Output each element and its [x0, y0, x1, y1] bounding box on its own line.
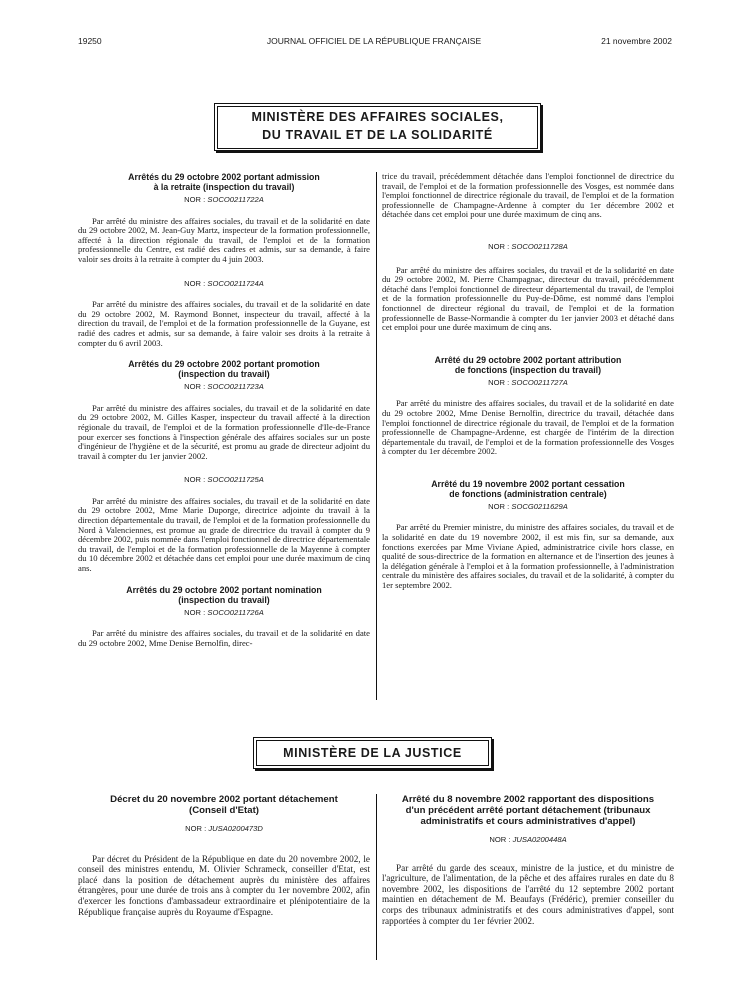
decree-paragraph: Par arrêté du ministre des affaires sociales, du travail et de la solidarité en date du 29 octobre 2002, Mme Denise Bernolfin, directrice du travail, détachée dans l'emploi fonctionnel de directrice régionale du travail, de l'emploi et de la formation professionnelle de Champagne-Ardenne, est chargée de l'intérim de la direction départementale du travail, de l'emploi et de la formation professionnelle des Vosges à compter du 1er décembre 2002.: [382, 398, 674, 457]
decree-paragraph: Par arrêté du Premier ministre, du ministre des affaires sociales, du travail et de la solidarité en date du 19 novembre 2002, il est mis fin, sur sa demande, aux fonctions exercées par Mme Viviane Apied, administratrice civile hors classe, en qualité de sous-directrice de la formation en alternance et de l'insertion des jeunes à la délégation générale à l'emploi et à la formation professionnelle, à l'administration centrale du ministère des affaires sociales, du travail et de la solidarité, à compter du 1er septembre 2002.: [382, 522, 674, 591]
section-title: Arrêté du 19 novembre 2002 portant cessation de fonctions (administration centrale): [431, 478, 625, 499]
nor-reference: NOR : SOCO0211722A: [184, 195, 264, 204]
nor-reference: NOR : SOCO0211728A: [488, 241, 568, 251]
nor-reference: NOR : SOCO0211725A: [184, 475, 264, 485]
nor-reference: NOR : SOCO0211724A: [184, 278, 264, 288]
section-title: Arrêtés du 29 octobre 2002 portant promotion (inspection du travail): [128, 359, 320, 380]
decree-paragraph: Par arrêté du ministre des affaires sociales, du travail et de la solidarité en date du 29 octobre 2002, M. Raymond Bonnet, inspecteur du travail, affecté à la direction du travail, de l'emploi et de la formation professionnelle de la Guyane, est radié des cadres et admis, sur sa demande, à faire valoir ses droits à la retraite à compter du 6 avril 2003.: [78, 299, 370, 348]
decree-paragraph: Par arrêté du ministre des affaires sociales, du travail et de la solidarité en date du 29 octobre 2002, Mme Marie Duporge, directrice adjointe du travail à la direction départementale du travail, de l'emploi et de la formation professionnelle du Nord à Valenciennes, est promue au grade de directrice du travail à compter du 9 décembre 2002, puis nommée dans l'emploi fonctionnel de directrice départementale du travail, de l'emploi et de la formation professionnelle de la Mayenne à compter du 10 décembre 2002 et détachée dans cet emploi pour une durée maximum de cinq ans.: [78, 495, 370, 574]
nor-reference: NOR : SOCG0211629A: [488, 501, 568, 511]
nor-reference: NOR : JUSA0200448A: [489, 835, 567, 844]
decree-paragraph: Par arrêté du ministre des affaires sociales, du travail et de la solidarité en date du 29 octobre 2002, M. Gilles Kasper, inspecteur du travail affecté à la direction régionale du travail, de l'emploi et de la formation professionnelle d'Ile-de-France pour exercer ses fonctions à l'inspection générale des affaires sociales sur un poste d'ingénieur de l'hygiène et de la sécurité, est promu au grade de directeur adjoint du travail à compter du 1er janvier 2002.: [78, 402, 370, 461]
ministry-line-1: MINISTÈRE DE LA JUSTICE: [283, 746, 462, 760]
decree-paragraph: Par arrêté du ministre des affaires sociales, du travail et de la solidarité en date du 29 octobre 2002, Mme Denise Bernolfin, direc-: [78, 628, 370, 648]
section-title: Arrêtés du 29 octobre 2002 portant nomination (inspection du travail): [126, 584, 322, 605]
ministry-line-2: DU TRAVAIL ET DE LA SOLIDARITÉ: [262, 128, 493, 142]
ministry-heading-justice: [253, 737, 492, 769]
column-4: [382, 794, 674, 926]
column-divider: [376, 172, 377, 700]
decree-paragraph: Par décret du Président de la République en date du 20 novembre 2002, le conseil des ministres entendu, M. Olivier Schrameck, conseiller d'Etat, est placé dans la position de détachement auprès du ministère des affaires étrangères, pour une durée de trois ans à compter du 1er novembre 2002, afin d'exercer les fonctions d'ambassadeur extraordinaire et plénipotentiaire de la République française auprès du Royaume d'Espagne.: [78, 853, 370, 917]
decree-paragraph: Par arrêté du ministre des affaires sociales, du travail et de la solidarité en date du 29 octobre 2002, M. Pierre Champagnac, directeur du travail, précédemment détaché dans l'emploi fonctionnel de directeur départemental du travail, de l'emploi et de la formation professionnelle du Puy-de-Dôme, est nommé dans l'emploi fonctionnel de directeur régional du travail, de l'emploi et de la formation professionnelle de Basse-Normandie à compter du 1er janvier 2003 et détaché dans cet emploi pour une durée maximum de cinq ans.: [382, 264, 674, 333]
column-2: [382, 172, 674, 591]
page-number: 19250: [78, 36, 102, 46]
column-divider: [376, 794, 377, 960]
nor-reference: NOR : JUSA0200473D: [185, 824, 263, 833]
section-title: Arrêté du 29 octobre 2002 portant attribution de fonctions (inspection du travail): [434, 354, 622, 375]
section-title: Arrêtés du 29 octobre 2002 portant admission à la retraite (inspection du travail): [128, 172, 320, 192]
decree-paragraph: Par arrêté du garde des sceaux, ministre de la justice, et du ministre de l'agriculture, de l'alimentation, de la pêche et des affaires rurales en date du 8 novembre 2002, les dispositions de l'arrêté du 12 septembre 2002 portant maintien en détachement de M. Beaufays (Frédéric), premier conseiller du corps des tribunaux administratifs et des cours administratives d'appel, sont rapportées à compter du 1er février 2002.: [382, 862, 674, 926]
section-title: Arrêté du 8 novembre 2002 rapportant des dispositions d'un précédent arrêté portant détachement (tribunaux administratifs et cours administratives d'appel): [401, 794, 655, 827]
journal-title: JOURNAL OFFICIEL DE LA RÉPUBLIQUE FRANÇAISE: [266, 36, 482, 46]
section-title: Décret du 20 novembre 2002 portant détachement (Conseil d'Etat): [110, 794, 338, 816]
nor-reference: NOR : SOCO0211726A: [184, 607, 264, 617]
column-3: [78, 794, 370, 917]
decree-paragraph: trice du travail, précédemment détachée dans l'emploi fonctionnel de directrice du travail, de l'emploi et de la formation professionnelle des Vosges, est nommée dans l'emploi fonctionnel de directrice régionale du travail, de l'emploi et de la formation professionnelle de Champagne-Ardenne à compter du 1er décembre 2002 et détachée dans cet emploi pour une durée maximum de cinq ans.: [382, 171, 674, 220]
decree-paragraph: Par arrêté du ministre des affaires sociales, du travail et de la solidarité en date du 29 octobre 2002, M. Jean-Guy Martz, inspecteur de la formation professionnelle, affecté à la direction régionale du travail, de l'emploi et de la formation professionnelle du Centre, est radié des cadres et admis, sur sa demande, à faire valoir ses droits à la retraite à compter du 4 juin 2003.: [78, 215, 370, 264]
nor-reference: NOR : SOCO0211723A: [184, 382, 264, 392]
ministry-heading-social-affairs: [214, 103, 541, 151]
column-1: [78, 172, 370, 648]
issue-date: 21 novembre 2002: [601, 36, 672, 46]
nor-reference: NOR : SOCO0211727A: [488, 377, 568, 387]
ministry-line-1: MINISTÈRE DES AFFAIRES SOCIALES,: [251, 110, 504, 124]
